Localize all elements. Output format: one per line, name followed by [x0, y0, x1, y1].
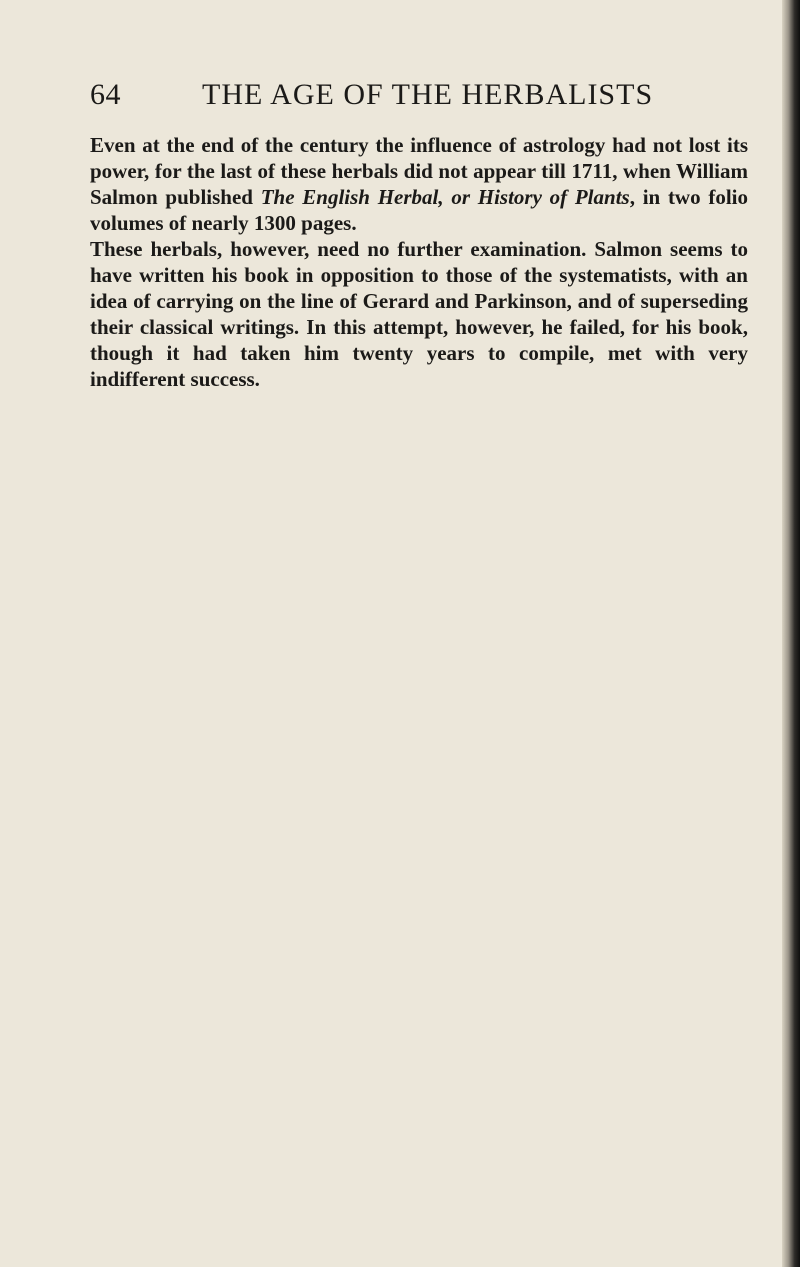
running-title: THE AGE OF THE HERBALISTS: [202, 78, 654, 111]
page-header: [90, 78, 750, 118]
book-title: The English Herbal, or History of Plants: [260, 185, 630, 209]
paragraph-2: [90, 236, 748, 392]
paragraph-1-text-a: Even at the end of the century the influence of astrology had not lost its power, for the last of these herbals did not appear till 1711, when William Salmon published: [90, 133, 748, 209]
paragraph-2-text: These herbals, however, need no further examination. Salmon seems to have written his book in opposition to those of the systematists, with an idea of carrying on the line of Gerard and Parkinson, and of superseding their classical writings. In this attempt, however, he failed, for his book, though it had taken him twenty years to compile, met with very indifferent success.: [90, 237, 748, 391]
page-number: 64: [90, 78, 121, 111]
body-text: [90, 132, 748, 392]
paragraph-1: [90, 132, 748, 236]
book-spine-edge: [782, 0, 800, 1267]
paragraph-1-text-b: , in two folio volumes of nearly 1300 pages.: [90, 185, 748, 235]
show-through-texture: [100, 370, 760, 970]
